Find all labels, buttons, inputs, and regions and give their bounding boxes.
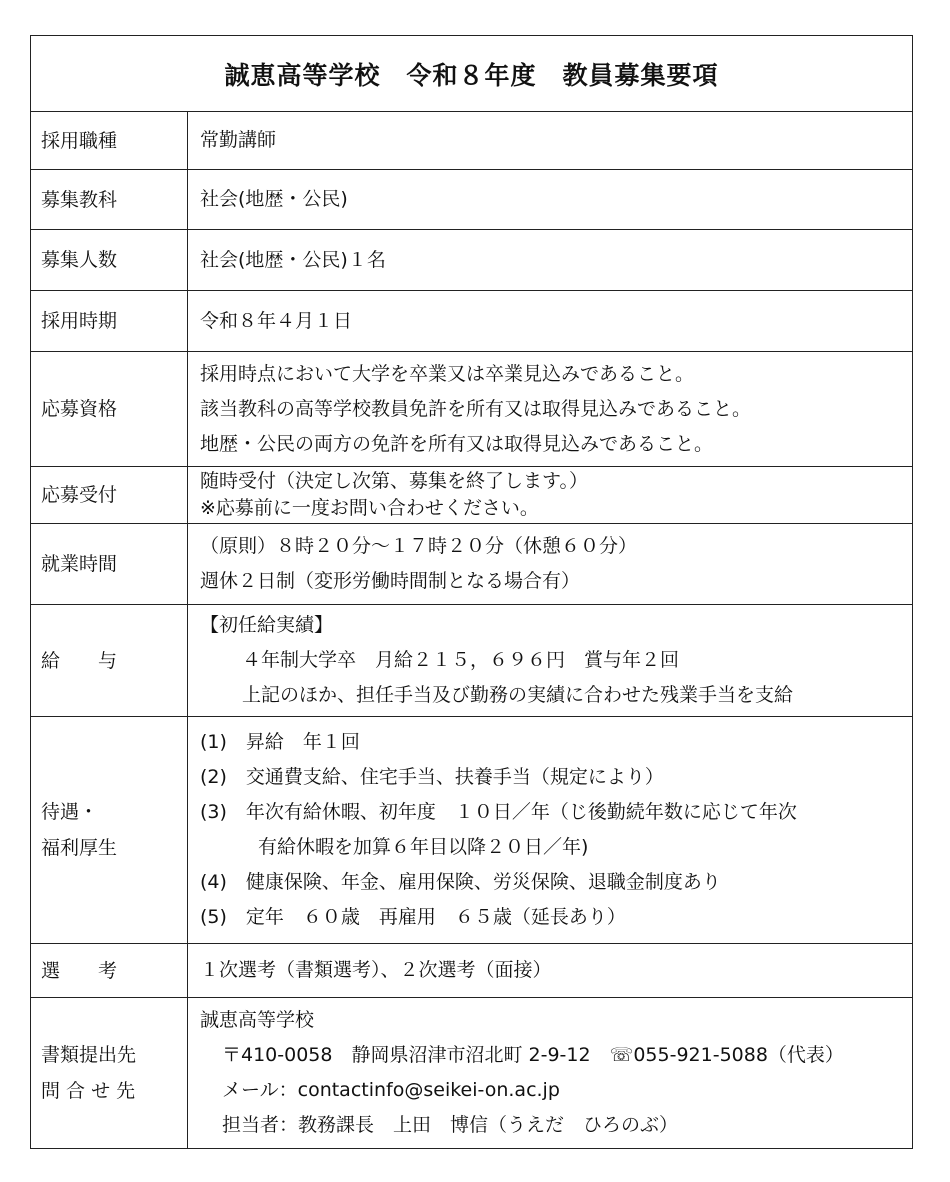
row-value [188,467,912,523]
value-line: 地歴・公民の両方の免許を所有又は取得見込みであること。 [200,432,714,455]
row-label [31,998,188,1148]
contact-email[interactable]: メール：contactinfo@seikei-on.ac.jp [222,1079,560,1101]
label-line: 福利厚生 [41,837,118,859]
row-value [188,605,912,716]
value-line: 令和８年４月１日 [200,309,353,332]
row-label: 給 与 [31,605,188,716]
row-start-date [31,291,912,352]
row-value [188,170,912,229]
row-selection [31,944,912,998]
row-value [188,524,912,604]
row-application [31,467,912,524]
value-line: 社会(地歴・公民) [200,188,348,210]
row-value [188,230,912,290]
contact-person: 担当者：教務課長 上田 博信（うえだ ひろのぶ） [222,1114,679,1136]
value-line: 常勤講師 [200,129,277,151]
value-line: (2) 交通費支給、住宅手当、扶養手当（規定により） [200,766,664,788]
value-line: 【初任給実績】 [200,614,334,636]
row-label: 就業時間 [31,524,188,604]
value-line: (3) 年次有給休暇、初年度 １０日／年（じ後勤続年数に応じて年次 [200,801,797,823]
document-title: 誠恵高等学校 令和８年度 教員募集要項 [31,36,912,112]
value-line: 誠恵高等学校 [200,1009,315,1031]
value-line: 社会(地歴・公民)１名 [200,248,386,271]
contact-address: 〒410-0058 静岡県沼津市沼北町 2-9-12 ☏055-921-5088（代表） [222,1044,844,1066]
row-qualifications [31,352,912,467]
value-line: 有給休暇を加算６年目以降２０日／年) [258,836,589,858]
value-line: (5) 定年 ６０歳 再雇用 ６５歳（延長あり） [200,906,626,928]
row-contact [31,998,912,1148]
row-label: 採用時期 [31,291,188,351]
row-subject [31,170,912,230]
row-position [31,112,912,170]
label-line: 待遇・ [41,801,99,823]
label-line: 書類提出先 [41,1044,137,1066]
row-label: 選 考 [31,944,188,997]
value-line: 週休２日制（変形労働時間制となる場合有） [200,570,581,592]
row-value [188,352,912,466]
value-line: (1) 昇給 年１回 [200,731,360,753]
value-line: (4) 健康保険、年金、雇用保険、労災保険、退職金制度あり [200,871,721,893]
value-line: 随時受付（決定し次第、募集を終了します。） [200,470,588,492]
row-label: 応募資格 [31,352,188,466]
label-line: 問 合 せ 先 [41,1080,136,1102]
value-line: （原則）８時２０分～１７時２０分（休憩６０分） [200,535,638,557]
row-label: 募集教科 [31,170,188,229]
value-line: ※応募前に一度お問い合わせください。 [200,497,539,519]
row-value [188,998,912,1148]
row-label: 採用職種 [31,112,188,169]
row-value [188,291,912,351]
row-label [31,717,188,943]
row-value [188,944,912,997]
row-value [188,112,912,169]
row-benefits [31,717,912,944]
row-label: 応募受付 [31,467,188,523]
value-line: ４年制大学卒 月給２１５，６９６円 賞与年２回 [242,649,680,671]
row-salary [31,605,912,717]
value-line: 採用時点において大学を卒業又は卒業見込みであること。 [200,362,695,385]
value-line: １次選考（書類選考）、２次選考（面接） [200,959,552,981]
row-value [188,717,912,943]
row-headcount [31,230,912,291]
recruitment-document [30,35,913,1149]
value-line: 上記のほか、担任手当及び勤務の実績に合わせた残業手当を支給 [242,684,794,706]
row-working-hours [31,524,912,605]
value-line: 該当教科の高等学校教員免許を所有又は取得見込みであること。 [200,397,752,420]
row-label: 募集人数 [31,230,188,290]
